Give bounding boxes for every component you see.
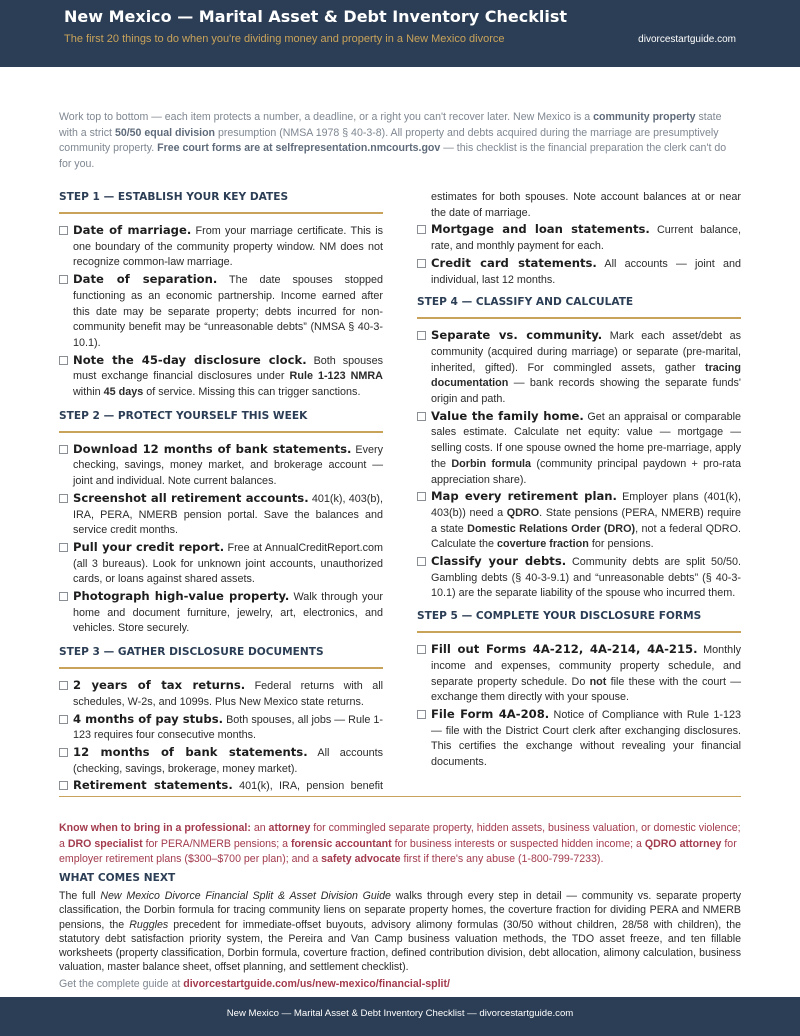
intro-paragraph bbox=[59, 110, 741, 172]
step-1-heading: STEP 1 — ESTABLISH YOUR KEY DATES bbox=[59, 190, 383, 214]
item-continuation: estimates for both spouses. Note account balances at or near the date of marriage. bbox=[431, 191, 741, 219]
step-3-heading: STEP 3 — GATHER DISCLOSURE DOCUMENTS bbox=[59, 645, 383, 669]
item-title: Note the 45-day disclosure clock. bbox=[73, 352, 307, 367]
intro-text: — this checklist is the financial preparation the clerk can't do for you. bbox=[59, 142, 727, 170]
item-title: Classify your debts. bbox=[431, 554, 567, 569]
item-text: for pensions. bbox=[588, 538, 654, 551]
checkbox[interactable] bbox=[417, 331, 426, 340]
item-text: Federal returns with all schedules, W-2s, and 1099s. Plus New Mexico state returns. bbox=[73, 680, 383, 708]
pro-bold: QDRO attorney bbox=[644, 837, 722, 850]
item-title: 2 years of tax returns. bbox=[73, 678, 246, 693]
checkbox[interactable] bbox=[59, 356, 68, 365]
checklist-item bbox=[59, 272, 383, 352]
item-title: Fill out Forms 4A-212, 4A-214, 4A-215. bbox=[431, 642, 698, 657]
item-title: Screenshot all retirement accounts. bbox=[73, 490, 309, 505]
get-guide-line bbox=[59, 978, 450, 990]
item-text: 401(k), 403(b), IRA, PERA, NMERB pension portal. Save the balances and service credit months. bbox=[73, 492, 383, 537]
item-text: The date spouses stopped functioning as an economic partnership. Income earned after this date may be separate property; debts incurred for non-community benefit may be “unreasonable debts” (NMSA § 40-3-10.1). bbox=[73, 274, 383, 349]
item-title: Retirement statements. bbox=[73, 778, 233, 793]
checklist-item bbox=[417, 256, 741, 288]
item-text: — bank records showing the separate funds' origin and path. bbox=[431, 377, 741, 406]
item-title: Pull your credit report. bbox=[73, 539, 225, 554]
section-divider bbox=[59, 796, 741, 797]
checklist-item bbox=[59, 712, 383, 744]
checkbox[interactable] bbox=[417, 412, 426, 421]
checkbox[interactable] bbox=[59, 748, 68, 757]
checklist-item bbox=[59, 778, 383, 795]
right-column bbox=[417, 190, 741, 772]
next-text: precedent for immediate-offset buyouts, advisory alimony formulas (30/50 without children, 28/58 with children), the statutory debt satisfaction priority system, the Pereira and Van Camp business valuation methods, the TDO asset freeze, and ten fillable worksheets (property classification, Dorbin formula, coverture fraction, defined contribution division, debt allocation, alimony calculation, business valuation, master balance sheet, offset planning, and settlement checklist). bbox=[59, 918, 742, 974]
item-title: Value the family home. bbox=[431, 408, 584, 423]
what-comes-next-text bbox=[59, 889, 741, 975]
pro-text: an bbox=[250, 822, 269, 834]
next-text: walks through every step in detail — community vs. separate property classification, the Dorbin formula for tracing community liens on separate property homes, the coverture fraction for dividing PERA and NMERB pensions, the bbox=[59, 890, 741, 931]
checklist-item bbox=[59, 540, 383, 588]
item-title: Separate vs. community. bbox=[431, 328, 603, 343]
checklist-item bbox=[417, 642, 741, 706]
step-4-heading: STEP 4 — CLASSIFY AND CALCULATE bbox=[417, 295, 741, 319]
item-bold: QDRO bbox=[506, 506, 540, 519]
item-bold: tracing documentation bbox=[431, 361, 741, 390]
checklist-item bbox=[417, 222, 741, 254]
checkbox[interactable] bbox=[59, 543, 68, 552]
item-text: Every checking, savings, money market, and brokerage account — joint and individual. Note current balances. bbox=[73, 443, 383, 488]
checkbox[interactable] bbox=[59, 494, 68, 503]
checkbox[interactable] bbox=[59, 715, 68, 724]
left-column bbox=[59, 190, 383, 796]
checkbox[interactable] bbox=[417, 259, 426, 268]
item-text: (community principal paydown + pro-rata appreciation share). bbox=[431, 457, 741, 486]
checkbox[interactable] bbox=[59, 445, 68, 454]
checklist-item bbox=[59, 223, 383, 271]
checklist-item bbox=[59, 745, 383, 777]
item-title: Mortgage and loan statements. bbox=[431, 222, 650, 237]
what-comes-next-heading: WHAT COMES NEXT bbox=[59, 872, 176, 884]
header-site-link[interactable]: divorcestartguide.com bbox=[638, 34, 736, 45]
intro-text: Work top to bottom — each item protects a number, a deadline, or a right you can't recover later. New Mexico is a bbox=[59, 111, 594, 123]
checklist-item bbox=[59, 442, 383, 490]
checklist-item bbox=[417, 554, 741, 602]
footer-text: New Mexico — Marital Asset & Debt Inventory Checklist — divorcestartguide.com bbox=[226, 1008, 574, 1019]
item-text: Monthly income and expenses, community property schedule, and separate property schedule. Do bbox=[431, 644, 741, 688]
checkbox[interactable] bbox=[59, 226, 68, 235]
item-bold: 45 days bbox=[103, 386, 144, 399]
guide-title: New Mexico Divorce Financial Split & Asset Division Guide bbox=[100, 890, 391, 902]
checklist-item bbox=[417, 409, 741, 489]
pro-text: for PERA/NMERB pensions; a bbox=[142, 837, 291, 850]
intro-bold: community property bbox=[593, 111, 696, 123]
item-title: 12 months of bank statements. bbox=[73, 744, 308, 759]
checkbox[interactable] bbox=[59, 681, 68, 690]
item-text: . State pensions (PERA, NMERB) require a state bbox=[431, 506, 742, 535]
item-title: Credit card statements. bbox=[431, 255, 597, 270]
checkbox[interactable] bbox=[59, 592, 68, 601]
pro-text: for employer retirement plans ($300–$700 per plan); and a bbox=[59, 837, 737, 866]
pro-text: for commingled separate property, hidden assets, business valuation, or domestic violence; a bbox=[59, 822, 741, 850]
item-text: All accounts (checking, savings, brokerage, money market). bbox=[73, 746, 383, 775]
item-text: 401(k), IRA, pension benefit bbox=[232, 780, 383, 793]
checkbox[interactable] bbox=[59, 275, 68, 284]
item-bold: Domestic Relations Order (DRO) bbox=[467, 522, 636, 535]
item-title: 4 months of pay stubs. bbox=[73, 711, 224, 726]
pro-text: first if there's any abuse (1-800-799-7233). bbox=[400, 853, 604, 866]
page-footer bbox=[0, 997, 800, 1036]
item-text: Current balance, rate, and monthly payment for each. bbox=[431, 224, 741, 253]
checkbox[interactable] bbox=[417, 710, 426, 719]
get-guide-text: Get the complete guide at bbox=[59, 978, 184, 990]
checkbox[interactable] bbox=[417, 557, 426, 566]
page-title: New Mexico — Marital Asset & Debt Inventory Checklist bbox=[64, 7, 568, 26]
item-text: Both spouses, all jobs — Rule 1-123 requires four consecutive months. bbox=[73, 713, 383, 742]
item-text: Community debts are split 50/50. Gambling debts (§ 40-3-9.1) and “unreasonable debts” (§ 40-3-10.1) are the separate liability of the spouse who incurred them. bbox=[431, 556, 741, 600]
court-forms-link[interactable]: Free court forms are at selfrepresentation.nmcourts.gov bbox=[157, 142, 441, 155]
checkbox[interactable] bbox=[417, 225, 426, 234]
pro-text: for business interests or suspected hidden income; a bbox=[391, 837, 645, 850]
intro-bold: 50/50 equal division bbox=[114, 126, 216, 139]
item-text: within bbox=[73, 386, 104, 399]
pro-bold: forensic accountant bbox=[291, 837, 392, 850]
item-text: Both spouses must exchange financial disclosures under bbox=[73, 354, 383, 383]
item-text: , not a federal QDRO. Calculate the bbox=[431, 522, 741, 551]
item-title: Download 12 months of bank statements. bbox=[73, 441, 352, 456]
item-text: Get an appraisal or comparable sales estimate. Calculate net equity: value — mortgage — selling costs. If one spouse owned the home pre-marriage, apply the bbox=[431, 410, 741, 470]
pro-bold: Know when to bring in a professional: bbox=[59, 822, 251, 834]
item-text: Employer plans (401(k), 403(b)) need a bbox=[431, 491, 741, 519]
case-name: Ruggles bbox=[129, 918, 169, 931]
pro-bold: attorney bbox=[268, 822, 311, 834]
item-title: Date of separation. bbox=[73, 272, 218, 287]
item-text: From your marriage certificate. This is one boundary of the community property window. NM does not recognize common-law marriage. bbox=[73, 225, 383, 269]
page-header bbox=[0, 0, 800, 67]
step-5-heading: STEP 5 — COMPLETE YOUR DISCLOSURE FORMS bbox=[417, 609, 741, 633]
next-text: The full bbox=[59, 890, 101, 902]
checklist-item bbox=[417, 328, 741, 408]
item-bold: Dorbin formula bbox=[451, 457, 532, 470]
checklist-item bbox=[59, 353, 383, 401]
professional-note bbox=[59, 821, 741, 868]
checkbox[interactable] bbox=[417, 492, 426, 501]
checkbox[interactable] bbox=[59, 781, 68, 790]
item-text: of service. Missing this can trigger sanctions. bbox=[143, 386, 361, 399]
page-subtitle: The first 20 things to do when you're dividing money and property in a New Mexico divorce bbox=[64, 33, 505, 45]
item-text: Free at AnnualCreditReport.com (all 3 bureaus). Look for unknown joint accounts, unauthorized cards, or loans against shared assets. bbox=[73, 541, 383, 586]
guide-link[interactable]: divorcestartguide.com/us/new-mexico/financial-split/ bbox=[183, 978, 450, 990]
item-title: File Form 4A-208. bbox=[431, 706, 550, 721]
intro-text: presumption (NMSA 1978 § 40-3-8). All property and debts acquired during the marriage are presumptively community property. bbox=[59, 126, 719, 155]
pro-bold: safety advocate bbox=[321, 853, 401, 866]
item-text: Walk through your home and document furniture, jewelry, art, electronics, and vehicles. Store securely. bbox=[73, 591, 383, 635]
item-bold: coverture fraction bbox=[497, 538, 589, 551]
item-bold: Rule 1-123 NMRA bbox=[289, 370, 383, 383]
checklist-item bbox=[59, 491, 383, 539]
item-text: file these with the court — exchange them directly with your spouse. bbox=[431, 675, 741, 704]
item-text: All accounts — joint and individual, last 12 months. bbox=[431, 257, 742, 286]
checklist-item bbox=[417, 489, 741, 553]
checkbox[interactable] bbox=[417, 645, 426, 654]
checklist-item bbox=[59, 589, 383, 637]
checklist-item bbox=[59, 678, 383, 710]
item-text: Notice of Compliance with Rule 1-123 — file with the District Court clerk after exchanging disclosures. This certifies the exchange without revealing your financial documents. bbox=[431, 708, 741, 769]
item-title: Map every retirement plan. bbox=[431, 489, 617, 504]
pro-bold: DRO specialist bbox=[67, 837, 143, 850]
intro-text: state with a strict bbox=[59, 111, 722, 139]
item-title: Photograph high-value property. bbox=[73, 589, 290, 604]
checklist-item bbox=[417, 707, 741, 771]
item-title: Date of marriage. bbox=[73, 223, 192, 237]
item-text: Mark each asset/debt as community (acquired during marriage) or separate (pre-marital, inherited, gifted). For commingled assets, gather bbox=[431, 330, 741, 374]
step-2-heading: STEP 2 — PROTECT YOURSELF THIS WEEK bbox=[59, 409, 383, 433]
item-bold: not bbox=[589, 675, 607, 688]
